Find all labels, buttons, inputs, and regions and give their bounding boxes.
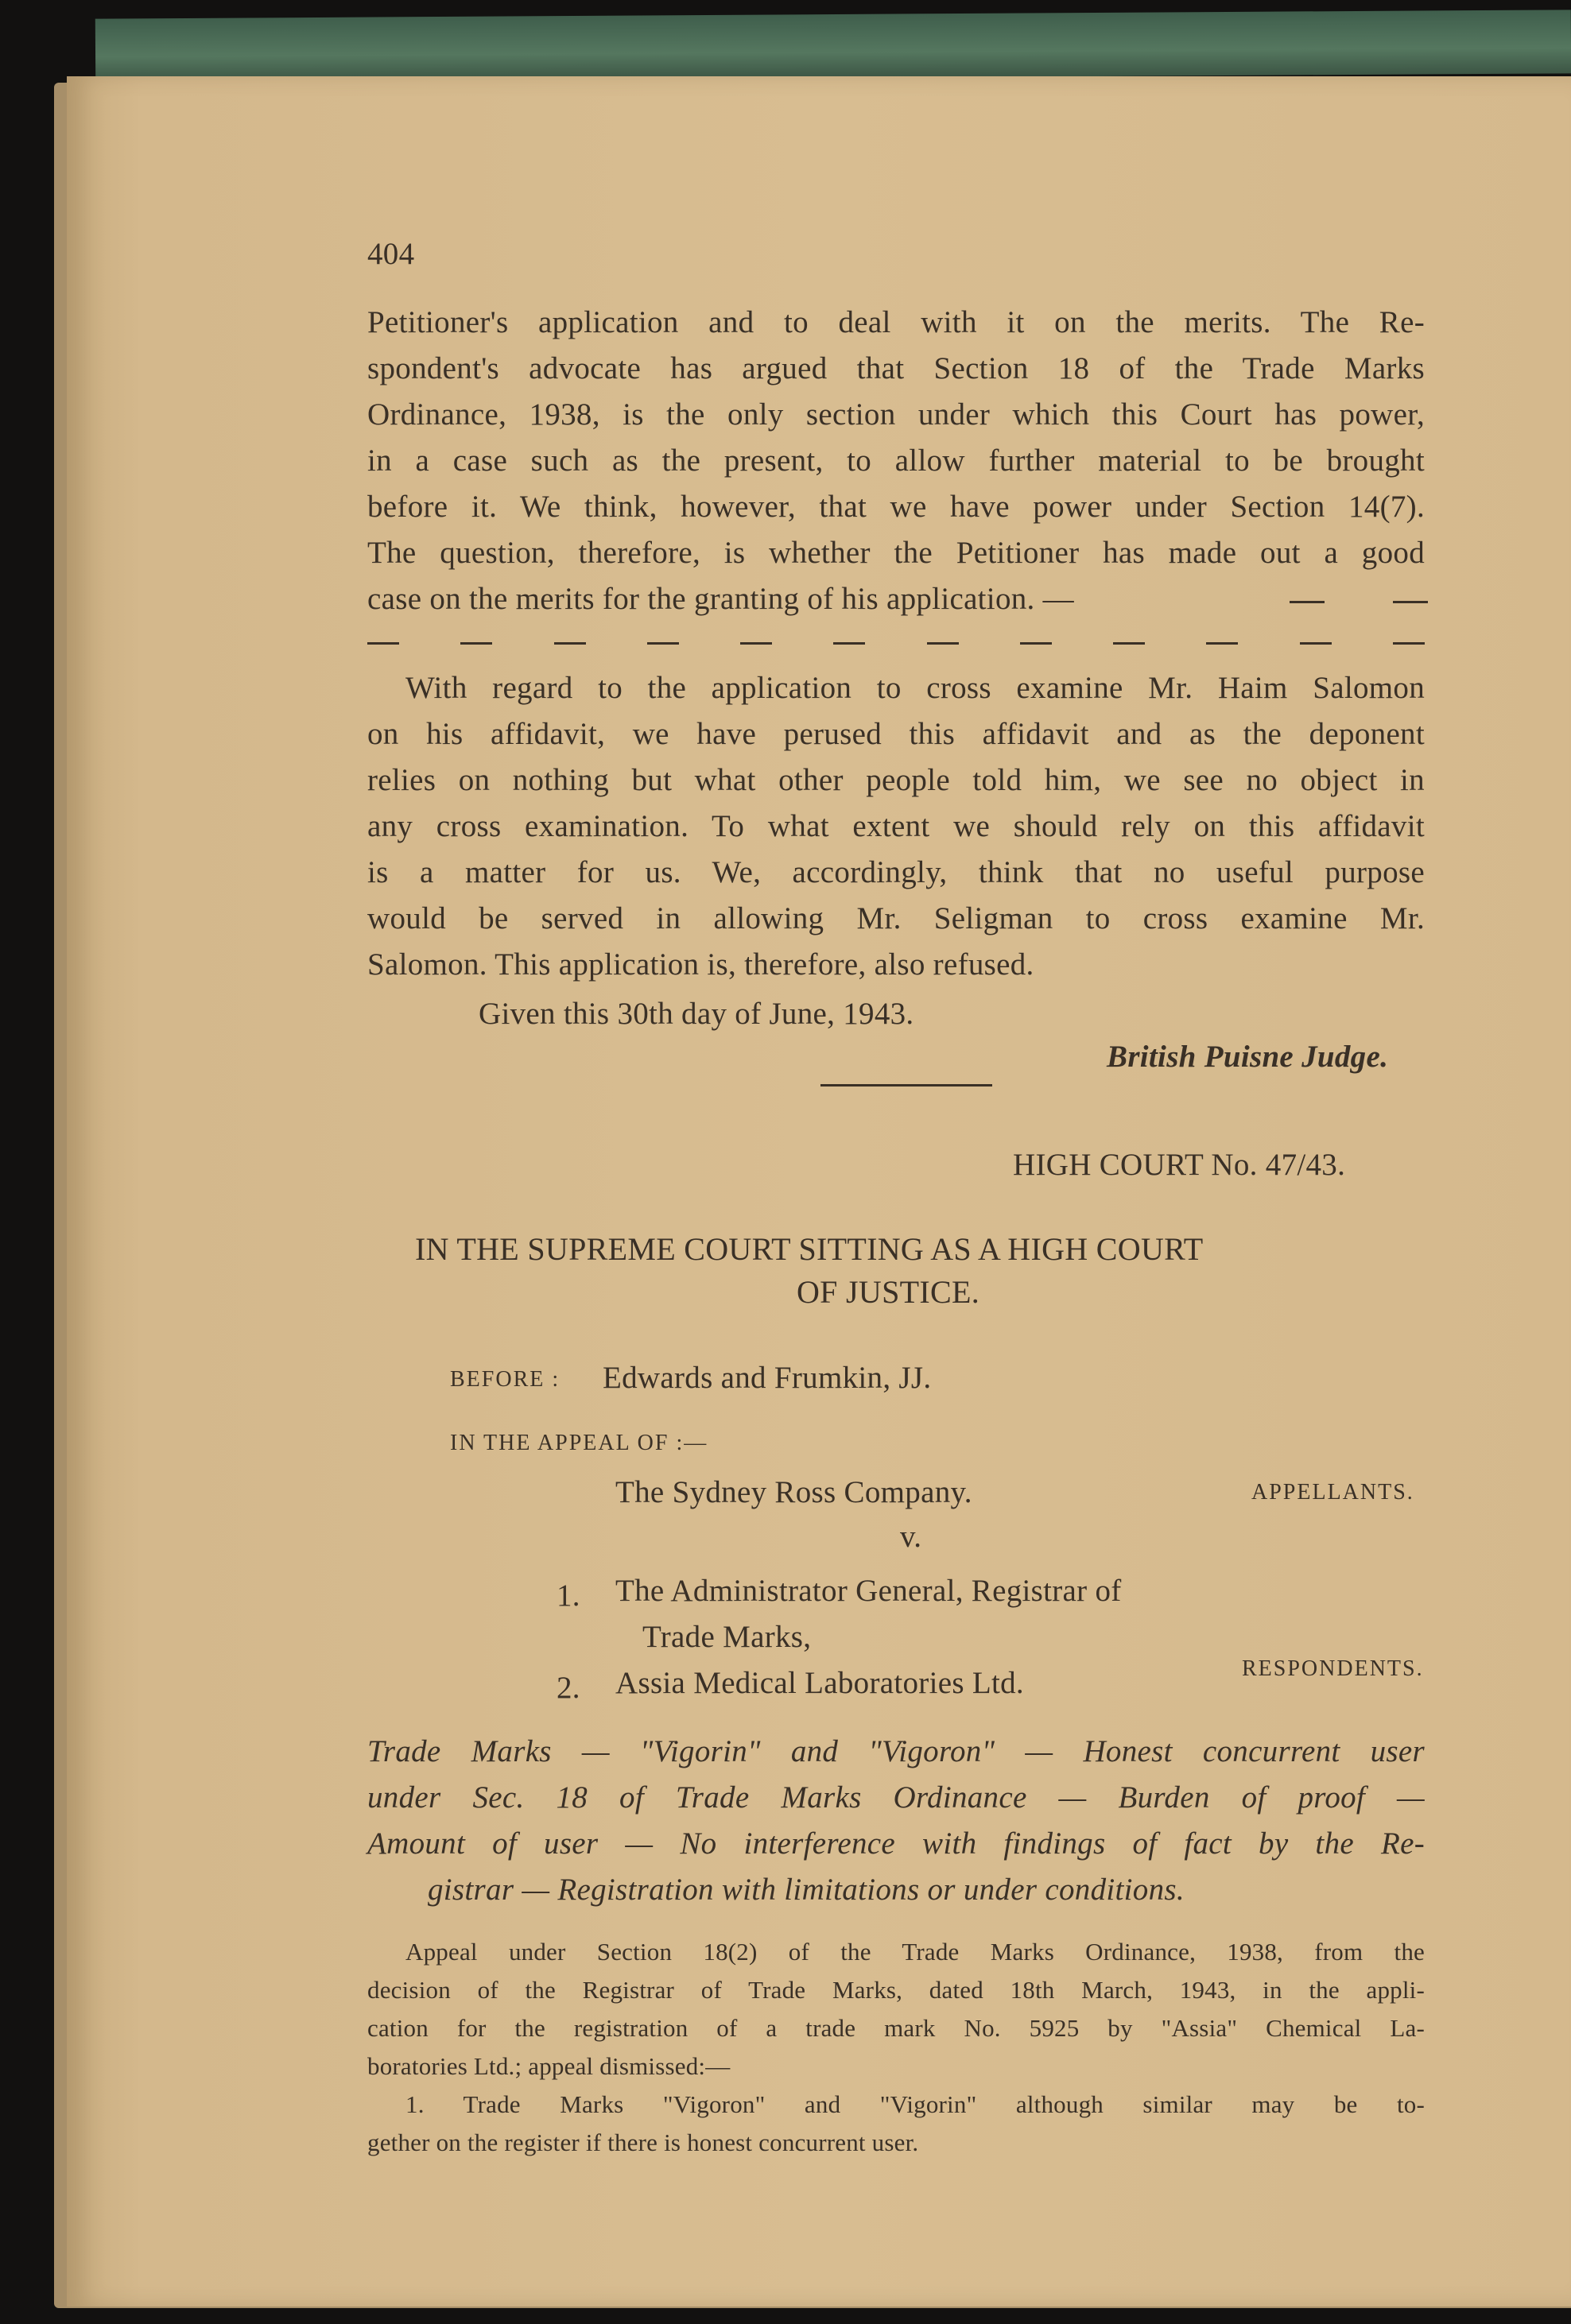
case-number: HIGH COURT No. 47/43. — [1013, 1148, 1346, 1182]
headnote-line: gistrar — Registration with limitations or under conditions. — [428, 1873, 1185, 1907]
court-title-line-1: IN THE SUPREME COURT SITTING AS A HIGH COURT — [415, 1231, 1204, 1267]
page-number: 404 — [367, 237, 415, 271]
text-line: Petitioner's application and to deal with it on the merits. The Re- — [367, 305, 1425, 339]
summary-point-1: 1. Trade Marks "Vigoron" and "Vigorin" although similar may be to- — [405, 2090, 1425, 2118]
court-title-line-2: OF JUSTICE. — [797, 1274, 979, 1310]
appellant-name: The Sydney Ross Company. — [615, 1475, 972, 1509]
text-line: The question, therefore, is whether the Petitioner has made out a good — [367, 536, 1425, 570]
given-date-line: Given this 30th day of June, 1943. — [479, 997, 914, 1031]
text-line: Ordinance, 1938, is the only section under which this Court has power, — [367, 397, 1425, 432]
text-line: would be served in allowing Mr. Seligman to cross examine Mr. — [367, 901, 1425, 935]
section-divider — [820, 1084, 992, 1086]
summary-point-1-cont: gether on the register if there is honest concurrent user. — [367, 2128, 919, 2156]
summary-line: decision of the Registrar of Trade Marks, dated 18th March, 1943, in the appli- — [367, 1976, 1425, 2004]
respondent-1-line-2: Trade Marks, — [642, 1620, 812, 1654]
before-label: BEFORE : — [450, 1367, 561, 1392]
appellants-label: APPELLANTS. — [1251, 1480, 1414, 1505]
text-line: on his affidavit, we have perused this affidavit and as the deponent — [367, 717, 1425, 751]
respondent-2-name: Assia Medical Laboratories Ltd. — [615, 1666, 1024, 1700]
text-line: relies on nothing but what other people told him, we see no object in — [367, 763, 1425, 797]
text-line: in a case such as the present, to allow further material to be brought — [367, 443, 1425, 478]
text-line: before it. We think, however, that we have power under Section 14(7). — [367, 490, 1425, 524]
headnote-line: under Sec. 18 of Trade Marks Ordinance — Burden of proof — — [367, 1780, 1425, 1815]
book-cover-edge — [95, 10, 1571, 82]
dash-rule — [1290, 601, 1325, 603]
text-line: Salomon. This application is, therefore, also refused. — [367, 947, 1034, 982]
summary-line: cation for the registration of a trade mark No. 5925 by "Assia" Chemical La- — [367, 2014, 1425, 2042]
versus: v. — [900, 1520, 922, 1554]
appeal-label: IN THE APPEAL OF :— — [450, 1431, 708, 1455]
text-line: spondent's advocate has argued that Section 18 of the Trade Marks — [367, 351, 1425, 385]
text-line: With regard to the application to cross examine Mr. Haim Salomon — [405, 671, 1425, 705]
respondents-label: RESPONDENTS. — [1242, 1656, 1424, 1681]
respondent-1-line-1: The Administrator General, Registrar of — [615, 1574, 1122, 1608]
dash-rule — [1393, 601, 1428, 603]
respondent-1-number: 1. — [557, 1578, 580, 1613]
text-line: case on the merits for the granting of his application. — — [367, 582, 1074, 616]
elision-dash-line — [367, 642, 1425, 645]
summary-line: boratories Ltd.; appeal dismissed:— — [367, 2052, 731, 2080]
judge-signature: British Puisne Judge. — [1107, 1040, 1389, 1074]
headnote-line: Trade Marks — "Vigorin" and "Vigoron" — Honest concurrent user — [367, 1734, 1425, 1768]
text-line: is a matter for us. We, accordingly, think that no useful purpose — [367, 855, 1425, 889]
text-line: any cross examination. To what extent we should rely on this affidavit — [367, 809, 1425, 843]
respondent-2-number: 2. — [557, 1671, 580, 1705]
headnote-line: Amount of user — No interference with findings of fact by the Re- — [367, 1826, 1425, 1861]
before-judges: Edwards and Frumkin, JJ. — [603, 1361, 932, 1395]
summary-line: Appeal under Section 18(2) of the Trade Marks Ordinance, 1938, from the — [405, 1938, 1425, 1966]
